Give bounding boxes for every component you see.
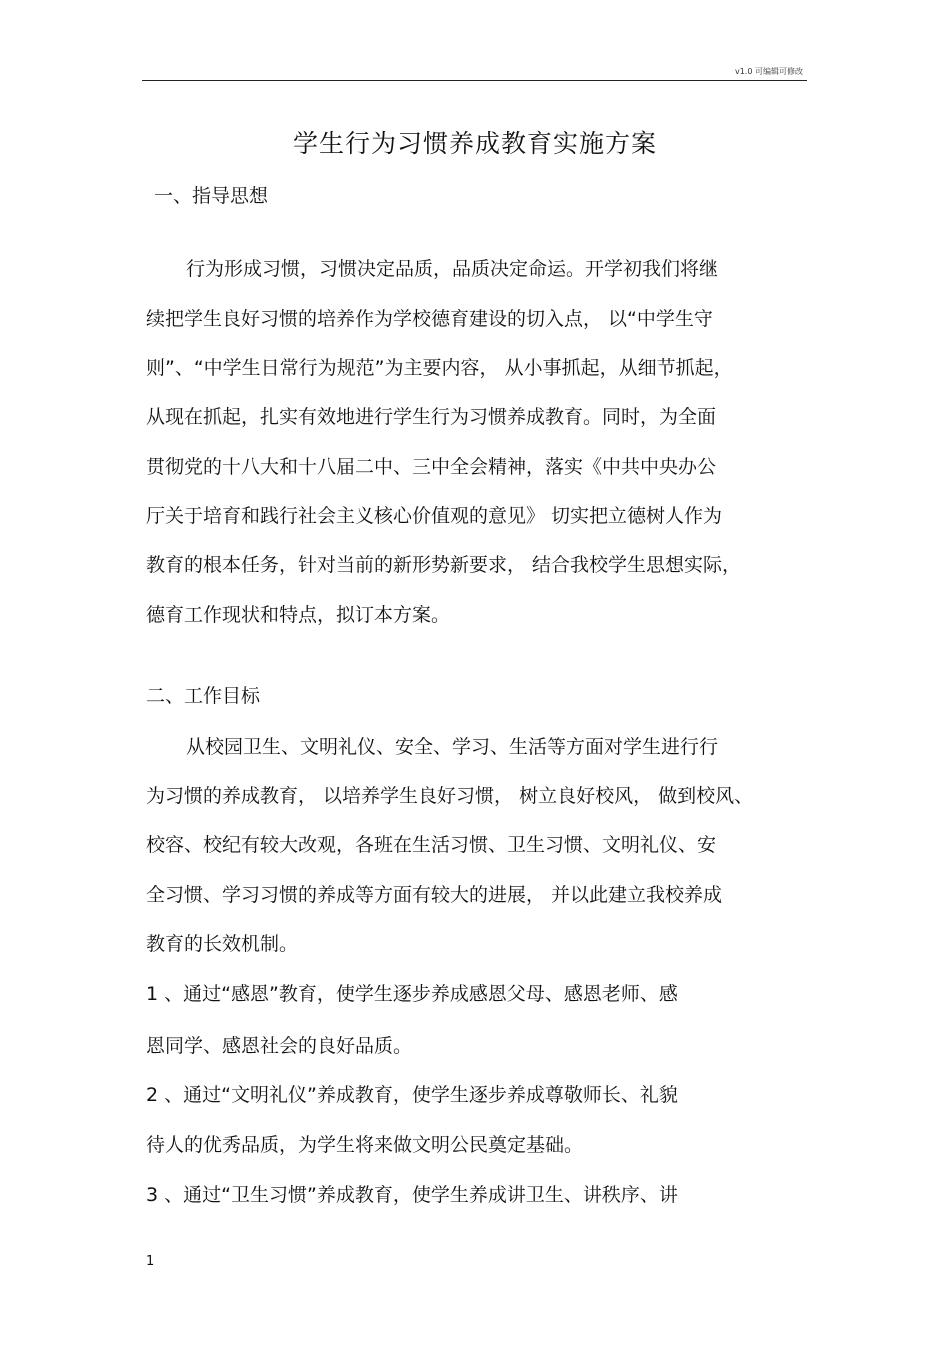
paragraph-line: 全习惯、学习习惯的养成等方面有较大的进展， 并以此建立我校养成 <box>146 884 723 906</box>
paragraph-line: 从现在抓起，扎实有效地进行学生行为习惯养成教育。同时，为全面 <box>146 406 717 428</box>
page-number: 1 <box>146 1254 155 1269</box>
list-item-line: 3 、通过“卫生习惯”养成教育，使学生养成讲卫生、讲秩序、讲 <box>146 1184 678 1206</box>
paragraph-line: 贯彻党的十八大和十八届二中、三中全会精神，落实《中共中央办公 <box>146 456 717 478</box>
paragraph-line: 教育的根本任务，针对当前的新形势新要求， 结合我校学生思想实际， <box>146 554 742 576</box>
paragraph-line: 续把学生良好习惯的培养作为学校德育建设的切入点， 以“中学生守 <box>146 308 713 330</box>
section-heading-guiding-ideology: 一、指导思想 <box>154 185 269 207</box>
paragraph-line: 厅关于培育和践行社会主义核心价值观的意见》 切实把立德树人作为 <box>146 505 723 527</box>
header-divider <box>142 80 807 81</box>
paragraph-line: 则”、“中学生日常行为规范”为主要内容， 从小事抓起，从细节抓起， <box>146 357 733 379</box>
header-version-note: v1.0 可编辑可修改 <box>735 67 803 76</box>
paragraph-line: 从校园卫生、文明礼仪、安全、学习、生活等方面对学生进行行 <box>186 736 719 758</box>
section-heading-work-goals: 二、工作目标 <box>146 685 261 707</box>
paragraph-line: 校容、校纪有较大改观，各班在生活习惯、卫生习惯、文明礼仪、安 <box>146 834 717 856</box>
list-item-line: 2 、通过“文明礼仪”养成教育，使学生逐步养成尊敬师长、礼貌 <box>146 1084 678 1106</box>
list-item-line: 恩同学、感恩社会的良好品质。 <box>146 1035 413 1057</box>
paragraph-line: 行为形成习惯，习惯决定品质，品质决定命运。开学初我们将继 <box>186 258 719 280</box>
list-item-line: 待人的优秀品质，为学生将来做文明公民奠定基础。 <box>146 1134 584 1156</box>
paragraph-line: 为习惯的养成教育， 以培养学生良好习惯， 树立良好校风， 做到校风、 <box>146 785 754 807</box>
list-item-line: 1 、通过“感恩”教育，使学生逐步养成感恩父母、感恩老师、感 <box>146 983 678 1005</box>
paragraph-line: 德育工作现状和特点，拟订本方案。 <box>146 604 451 626</box>
document-title: 学生行为习惯养成教育实施方案 <box>292 129 657 158</box>
paragraph-line: 教育的长效机制。 <box>146 933 299 955</box>
